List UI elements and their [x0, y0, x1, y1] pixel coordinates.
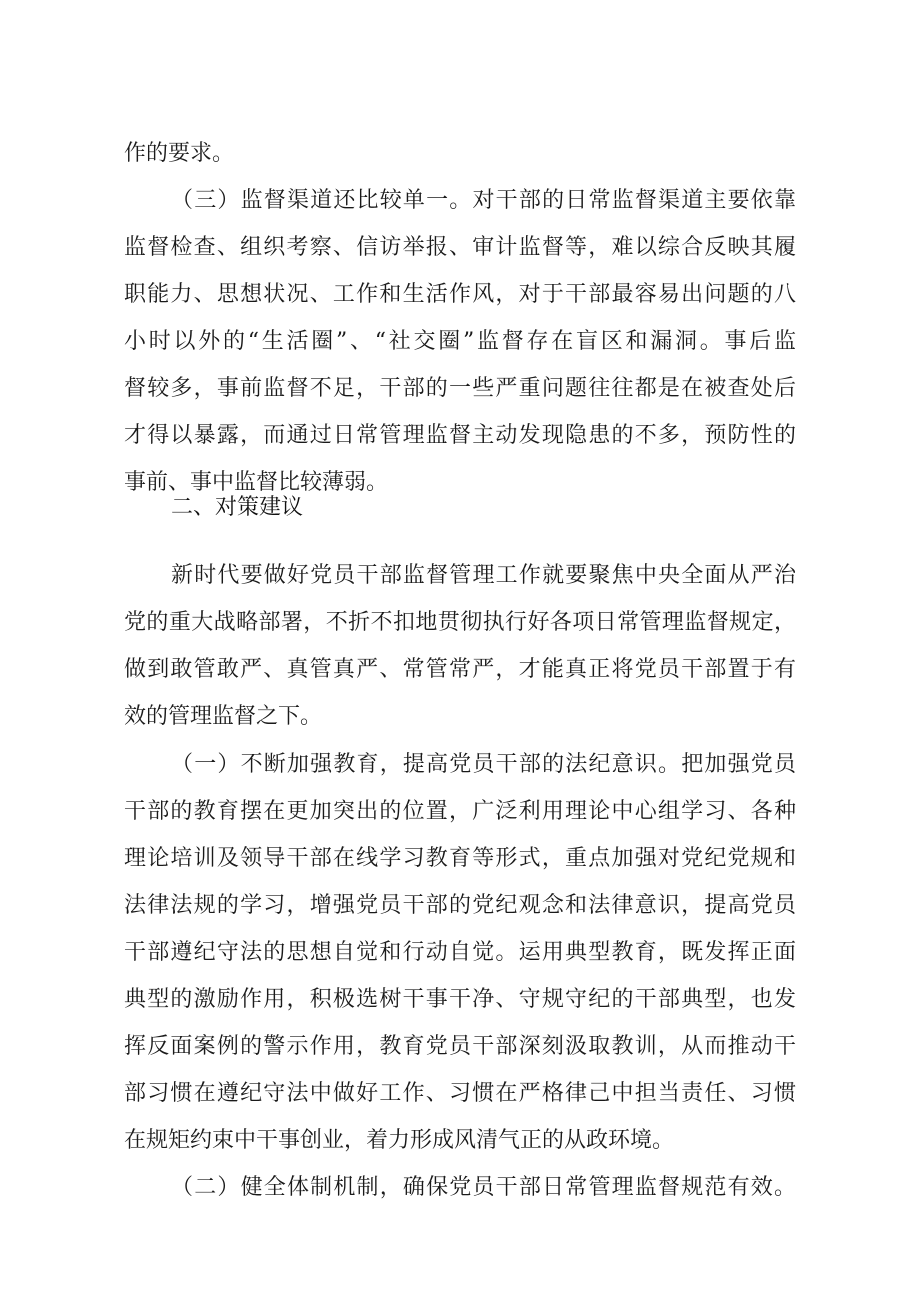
- paragraph-line: （一）不断加强教育，提高党员干部的法纪意识。把加强党员: [171, 752, 796, 777]
- paragraph-line: 职能力、思想状况、工作和生活作风，对于干部最容易出问题的八: [124, 282, 796, 307]
- paragraph-line: 小时以外的“生活圈”、“社交圈”监督存在盲区和漏洞。事后监: [124, 329, 796, 354]
- paragraph-line: 监督检查、组织考察、信访举报、审计监督等，难以综合反映其履: [124, 235, 796, 260]
- paragraph-line: 法律法规的学习，增强党员干部的党纪观念和法律意识，提高党员: [124, 893, 796, 918]
- paragraph-line: 才得以暴露，而通过日常管理监督主动发现隐患的不多，预防性的: [124, 423, 796, 448]
- paragraph-line: 作的要求。: [124, 141, 235, 166]
- paragraph-line: 干部遵纪守法的思想自觉和行动自觉。运用典型教育，既发挥正面: [124, 940, 796, 965]
- paragraph-line: 理论培训及领导干部在线学习教育等形式，重点加强对党纪党规和: [124, 846, 796, 871]
- paragraph-line: 党的重大战略部署，不折不扣地贯彻执行好各项日常管理监督规定，: [124, 610, 796, 635]
- paragraph-line: 典型的激励作用，积极选树干事干净、守规守纪的干部典型，也发: [124, 987, 796, 1012]
- paragraph-line: 挥反面案例的警示作用，教育党员干部深刻汲取教训，从而推动干: [124, 1034, 796, 1059]
- section-heading: 二、对策建议: [171, 495, 304, 520]
- paragraph-line: 干部的教育摆在更加突出的位置，广泛利用理论中心组学习、各种: [124, 799, 796, 824]
- paragraph-line: 在规矩约束中干事创业，着力形成风清气正的从政环境。: [124, 1128, 675, 1153]
- paragraph-line: （二）健全体制机制，确保党员干部日常管理监督规范有效。: [171, 1175, 796, 1200]
- paragraph-line: 部习惯在遵纪守法中做好工作、习惯在严格律己中担当责任、习惯: [124, 1081, 796, 1106]
- paragraph-line: 效的管理监督之下。: [124, 704, 323, 729]
- paragraph-line: 督较多，事前监督不足，干部的一些严重问题往往都是在被查处后: [124, 376, 796, 401]
- paragraph-line: 做到敢管敢严、真管真严、常管常严，才能真正将党员干部置于有: [124, 657, 796, 682]
- paragraph-line: 新时代要做好党员干部监督管理工作就要聚焦中央全面从严治: [171, 563, 796, 588]
- paragraph-line: （三）监督渠道还比较单一。对干部的日常监督渠道主要依靠: [171, 188, 796, 213]
- paragraph-line: 事前、事中监督比较薄弱。: [124, 470, 389, 495]
